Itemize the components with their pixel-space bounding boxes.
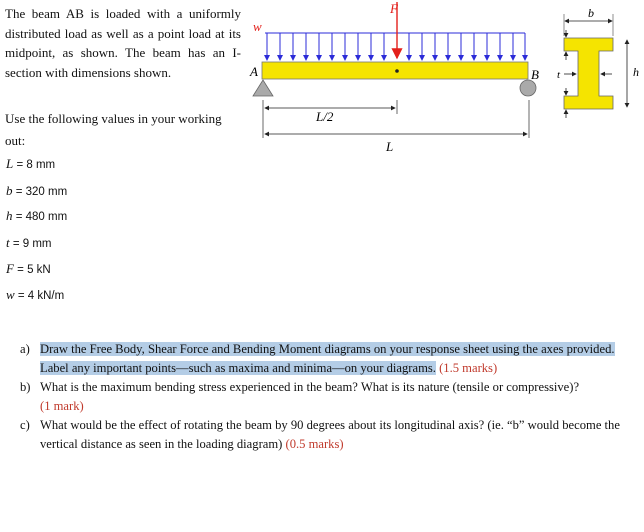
value-text: = 4 kN/m (17, 290, 65, 302)
beam-loading-diagram (240, 0, 644, 170)
value-symbol: t (6, 235, 10, 250)
value-row-b (6, 183, 67, 199)
use-values-text: Use the following values in your working out: (5, 111, 222, 148)
support-a-label: A (250, 64, 258, 79)
udl-label: w (253, 19, 262, 34)
question-label: b) (20, 380, 31, 394)
midpoint-marker (395, 69, 399, 73)
span-label: L (386, 139, 394, 154)
beam (262, 62, 528, 79)
support-b-label: B (531, 67, 539, 82)
i-section (564, 38, 613, 109)
problem-intro: The beam AB is loaded with a uniformly distributed load as well as a point load at its midpoint, as shown. The beam has an I-section with dimensions shown. (5, 6, 241, 80)
udl-arrows (267, 33, 525, 60)
question-c (20, 416, 640, 454)
question-b-marks: (1 mark) (40, 399, 84, 413)
question-a (20, 340, 640, 378)
roller-support-b (520, 80, 536, 96)
value-row-h (6, 208, 67, 224)
question-label: c) (20, 418, 30, 432)
value-text: = 5 kN (17, 264, 51, 276)
questions-list (20, 340, 640, 454)
question-a-text: Draw the Free Body, Shear Force and Bending Moment diagrams on your response sheet using the axes provided. Label any important points—such as maxima and minima—on your diagrams. (40, 342, 615, 375)
height-label: h (633, 65, 639, 79)
value-text: = 8 mm (16, 159, 56, 171)
value-symbol: F (6, 261, 14, 276)
question-c-text: What would be the effect of rotating the beam by 90 degrees about its longitudinal axis? (ie. “b” would become the vertical distance as seen in the loading diagram) (40, 418, 620, 451)
value-row-w (6, 287, 64, 303)
width-label: b (588, 6, 594, 20)
pin-support-a (253, 80, 273, 96)
value-text: = 480 mm (15, 211, 68, 223)
value-symbol: L (6, 156, 14, 171)
question-b-text: What is the maximum bending stress experienced in the beam? What is its nature (tensile or compressive)? (40, 380, 580, 394)
value-symbol: b (6, 183, 13, 198)
value-row-f (6, 261, 51, 277)
thickness-label: t (557, 69, 561, 81)
question-b (20, 378, 640, 416)
question-label: a) (20, 342, 30, 356)
force-label: F (390, 1, 398, 16)
value-text: = 320 mm (15, 186, 68, 198)
question-a-marks: (1.5 marks) (439, 361, 498, 375)
question-c-marks: (0.5 marks) (285, 437, 344, 451)
value-symbol: w (6, 287, 15, 302)
value-row-t (6, 235, 52, 251)
value-text: = 9 mm (12, 238, 52, 250)
value-row-l (6, 156, 55, 172)
value-symbol: h (6, 208, 13, 223)
half-span-label: L/2 (316, 109, 334, 124)
